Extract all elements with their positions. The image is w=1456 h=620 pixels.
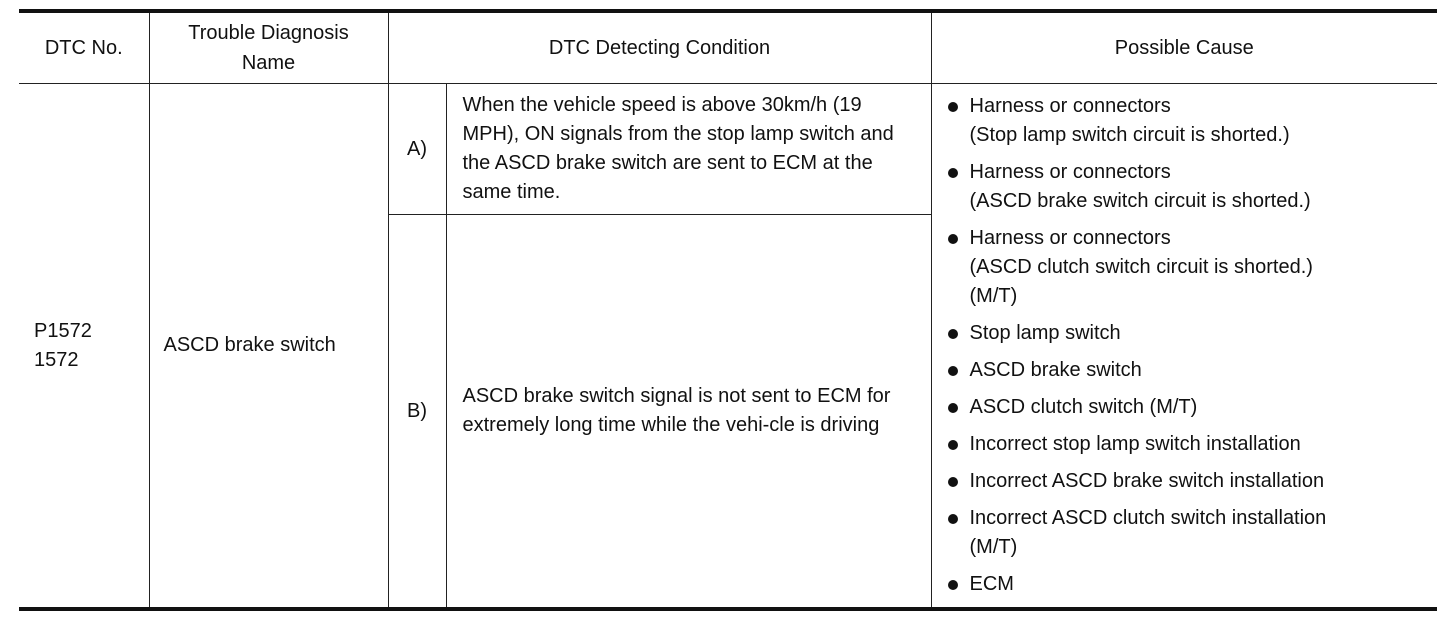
dtc-code-cell [19,84,149,610]
list-item [948,504,1428,562]
list-item [948,319,1428,348]
bullet-icon [948,234,958,244]
cause-text: ASCD brake switch [969,359,1142,381]
list-item [948,92,1428,150]
list-item [948,393,1428,422]
header-possible-cause: Possible Cause [931,11,1437,84]
list-item [948,467,1428,496]
bullet-icon [948,329,958,339]
cause-detail-extra: (M/T) [969,285,1018,307]
list-item [948,158,1428,216]
header-trouble-name-line2: Name [241,52,296,74]
cause-detail: (ASCD brake switch circuit is shorted.) [969,190,1311,212]
condition-label-b: B) [388,215,446,610]
cause-text: Incorrect ASCD clutch switch installation [969,507,1327,529]
bullet-icon [948,580,958,590]
cause-detail: (M/T) [969,536,1018,558]
header-trouble-diagnosis-name [149,11,388,84]
cause-text: Incorrect stop lamp switch installation [969,433,1301,455]
trouble-name-cell: ASCD brake switch [149,84,388,610]
header-dtc-no: DTC No. [19,11,149,84]
list-item [948,224,1428,311]
cause-text: Harness or connectors [969,227,1171,249]
condition-text-b: ASCD brake switch signal is not sent to ECM for extremely long time while the vehi-cle is driving [446,215,931,610]
condition-label-a: A) [388,84,446,215]
bullet-icon [948,403,958,413]
cause-text: ASCD clutch switch (M/T) [969,396,1198,418]
possible-cause-cell [931,84,1437,610]
cause-text: Incorrect ASCD brake switch installation [969,470,1325,492]
dtc-table [19,9,1437,611]
dtc-code-secondary: 1572 [34,348,79,371]
cause-text: ECM [969,573,1014,595]
table-row [19,84,1437,215]
dtc-code-primary: P1572 [34,319,92,342]
cause-text: Harness or connectors [969,95,1171,117]
possible-cause-list [948,92,1428,599]
bullet-icon [948,477,958,487]
bullet-icon [948,514,958,524]
list-item [948,570,1428,599]
cause-text: Harness or connectors [969,161,1171,183]
condition-text-a: When the vehicle speed is above 30km/h (19 MPH), ON signals from the stop lamp switch and the ASCD brake switch are sent to ECM at the same time. [446,84,931,215]
bullet-icon [948,168,958,178]
bullet-icon [948,366,958,376]
header-row [19,11,1437,84]
bullet-icon [948,102,958,112]
list-item [948,430,1428,459]
bullet-icon [948,440,958,450]
cause-text: Stop lamp switch [969,322,1121,344]
list-item [948,356,1428,385]
header-detecting-condition: DTC Detecting Condition [388,11,931,84]
cause-detail: (ASCD clutch switch circuit is shorted.) [969,256,1313,278]
header-trouble-name-line1: Trouble Diagnosis [188,22,349,44]
cause-detail: (Stop lamp switch circuit is shorted.) [969,124,1290,146]
